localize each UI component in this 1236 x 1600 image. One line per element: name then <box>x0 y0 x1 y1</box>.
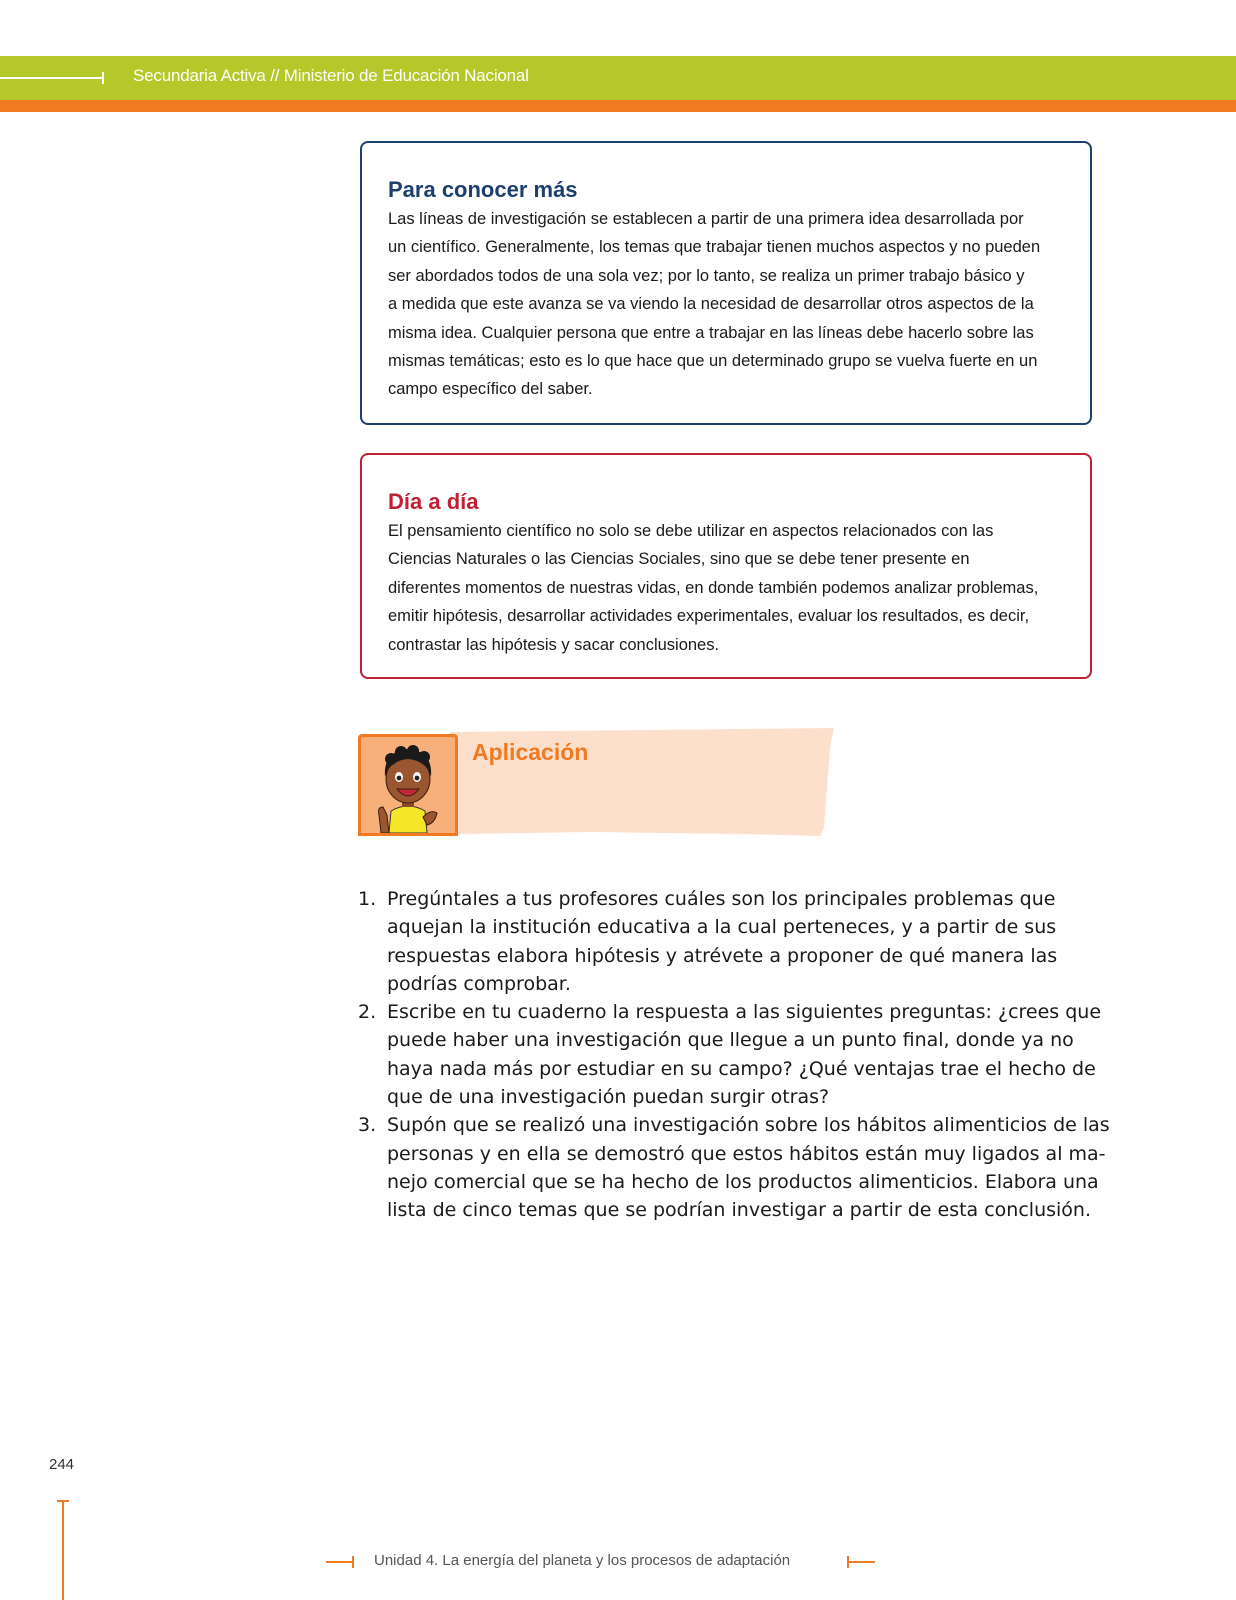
dia-a-dia-line: El pensamiento científico no solo se debe utilizar en aspectos relacionados con las <box>388 522 994 540</box>
para-conocer-text <box>388 205 1058 404</box>
para-conocer-box <box>360 141 1092 425</box>
footer-unit-label: Unidad 4. <box>374 1552 439 1569</box>
para-conocer-line: a medida que este avanza se va viendo la necesidad de desarrollar otros aspectos de la <box>388 295 1034 314</box>
list-item-number: 2. <box>358 1001 377 1024</box>
list-item <box>358 998 1102 1111</box>
para-conocer-line: un científico. Generalmente, los temas que trabajar tienen muchos aspectos y no pueden <box>388 238 1041 257</box>
list-item <box>358 1111 1110 1224</box>
footer-rule-right-tick <box>847 1556 849 1568</box>
list-item-number: 3. <box>358 1114 377 1137</box>
dia-a-dia-text <box>388 517 1058 659</box>
dia-a-dia-line: contrastar las hipótesis y sacar conclusiones. <box>388 635 720 654</box>
list-item-line: lista de cinco temas que se podrían investigar a partir de esta conclusión. <box>387 1199 1091 1222</box>
para-conocer-line: campo específico del saber. <box>388 380 593 399</box>
list-item-line: aquejan la institución educativa a la cual perteneces, y a partir de sus <box>387 916 1057 939</box>
header-rule-tick <box>102 72 104 84</box>
list-item-line: nejo comercial que se ha hecho de los productos alimenticios. Elabora una <box>387 1170 1099 1193</box>
header-stripe <box>0 100 1236 112</box>
list-item-line: respuestas elabora hipótesis y atrévete a proponer de qué manera las <box>387 944 1058 967</box>
list-item <box>358 885 1098 998</box>
footer-unit-title <box>374 1552 790 1569</box>
para-conocer-line: ser abordados todos de una sola vez; por lo tanto, se realiza un primer trabajo básico y <box>388 266 1025 285</box>
footer-rule-left-tick <box>352 1556 354 1568</box>
left-margin-rule <box>62 1500 64 1600</box>
para-conocer-line: misma idea. Cualquier persona que entre a trabajar en las líneas debe hacerlo sobre las <box>388 323 1034 342</box>
dia-a-dia-line: Ciencias Naturales o las Ciencias Sociales, sino que se debe tener presente en <box>388 550 970 569</box>
footer-rule-right <box>847 1561 875 1563</box>
header-rule <box>0 77 104 79</box>
aplicacion-portrait-frame <box>358 734 458 836</box>
para-conocer-line: Las líneas de investigación se establecen a partir de una primera idea desarrollada por <box>388 210 1024 228</box>
list-item-line: podrías comprobar. <box>387 972 571 995</box>
list-item-line: Escribe en tu cuaderno la respuesta a las siguientes preguntas: ¿crees que <box>387 1001 1102 1024</box>
list-item-number: 1. <box>358 888 377 910</box>
left-margin-rule-tick <box>57 1500 69 1502</box>
dia-a-dia-title: Día a día <box>388 489 479 514</box>
student-thumbs-up-icon <box>361 737 455 833</box>
list-item-line: Supón que se realizó una investigación sobre los hábitos alimenticios de las <box>387 1114 1110 1137</box>
list-item-line: que de una investigación puedan surgir otras? <box>387 1086 830 1109</box>
footer-rule-left <box>326 1561 354 1563</box>
list-item-line: Pregúntales a tus profesores cuáles son los principales problemas que <box>387 888 1056 910</box>
dia-a-dia-line: emitir hipótesis, desarrollar actividades experimentales, evaluar los resultados, es decir, <box>388 607 1030 626</box>
dia-a-dia-line: diferentes momentos de nuestras vidas, en donde también podemos analizar problemas, <box>388 578 1039 597</box>
footer-unit-name: La energía del planeta y los procesos de adaptación <box>442 1552 791 1569</box>
dia-a-dia-box <box>360 453 1092 679</box>
questions-list <box>358 885 1110 1225</box>
list-item-line: haya nada más por estudiar en su campo? ¿Qué ventajas trae el hecho de <box>387 1057 1096 1080</box>
aplicacion-title: Aplicación <box>472 739 589 765</box>
list-item-line: puede haber una investigación que llegue a un punto final, donde ya no <box>387 1029 1074 1052</box>
header-title: Secundaria Activa // Ministerio de Educación Nacional <box>133 66 529 85</box>
para-conocer-title: Para conocer más <box>388 177 578 202</box>
list-item-line: personas y en ella se demostró que estos hábitos están muy ligados al ma- <box>387 1142 1106 1165</box>
page-number: 244 <box>49 1456 75 1473</box>
para-conocer-line: mismas temáticas; esto es lo que hace que un determinado grupo se vuelva fuerte en un <box>388 352 1038 371</box>
